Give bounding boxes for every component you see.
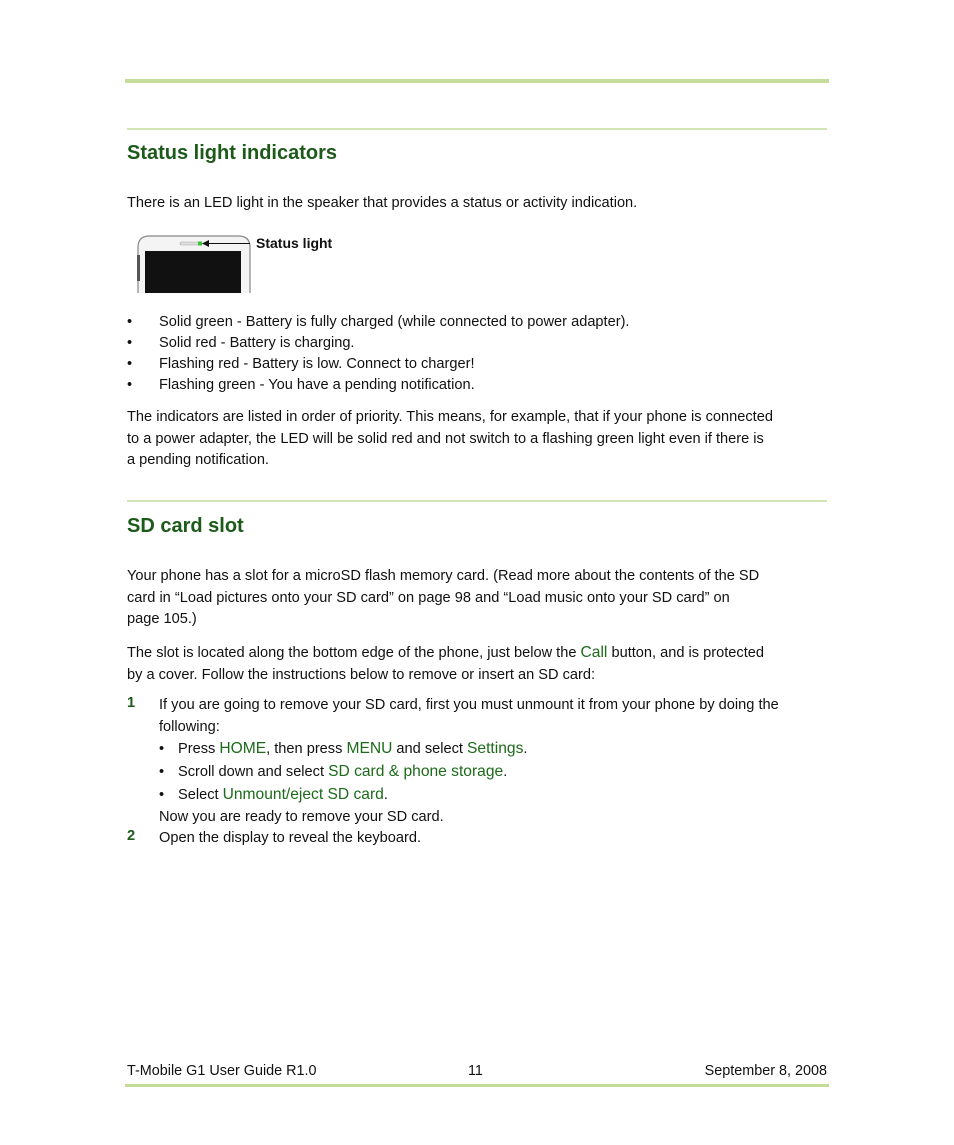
footer-title: T-Mobile G1 User Guide R1.0 [127,1063,317,1079]
ready-note: Now you are ready to remove your SD card. [159,809,444,825]
list-item: • Flashing red - Battery is low. Connect to charger! [127,356,475,372]
sd-location-paragraph: The slot is located along the bottom edge of the phone, just below the Call button, and is protected by a cover. Follow the instructions below to remove or insert an SD card: [127,644,764,683]
footer-rule [125,1084,829,1087]
section-heading-status-light: Status light indicators [127,142,338,164]
step-1-text: If you are going to remove your SD card, first you must unmount it from your phone by doing the following: [159,697,779,735]
status-light-label: Status light [256,235,333,251]
page-number: 11 [468,1063,483,1079]
step-2-text: Open the display to reveal the keyboard. [159,830,422,846]
status-indicator-list [127,312,630,396]
step-number: 1 [127,695,136,711]
list-item: • Solid red - Battery is charging. [127,335,355,351]
section-divider [127,128,827,130]
substep-sd-card-storage: • Scroll down and select SD card & phone storage. [159,763,508,780]
section-divider [127,500,827,502]
header-rule [125,79,829,83]
step-number: 2 [127,828,136,844]
priority-paragraph: The indicators are listed in order of priority. This means, for example, that if your phone is connected to a power adapter, the LED will be solid red and not switch to a flashing green light even if there is a pending notification. [127,409,773,468]
sd-intro-paragraph: Your phone has a slot for a microSD flash memory card. (Read more about the contents of the SD card in “Load pictures onto your SD card” on page 98 and “Load music onto your SD card” on page 105.) [127,568,760,627]
list-item: • Flashing green - You have a pending notification. [127,377,475,393]
list-item: • Solid green - Battery is fully charged (while connected to power adapter). [127,314,630,330]
section-heading-sd-card-slot: SD card slot [127,515,244,537]
call-button-ref: Call [580,644,608,661]
substep-home-menu-settings: • Press HOME, then press MENU and select Settings. [159,740,528,757]
status-intro-paragraph: There is an LED light in the speaker that provides a status or activity indication. [127,195,638,211]
footer-date: September 8, 2008 [704,1063,827,1079]
substep-unmount-sd-card: • Select Unmount/eject SD card. [159,786,388,803]
phone-status-light-illustration [136,233,256,293]
